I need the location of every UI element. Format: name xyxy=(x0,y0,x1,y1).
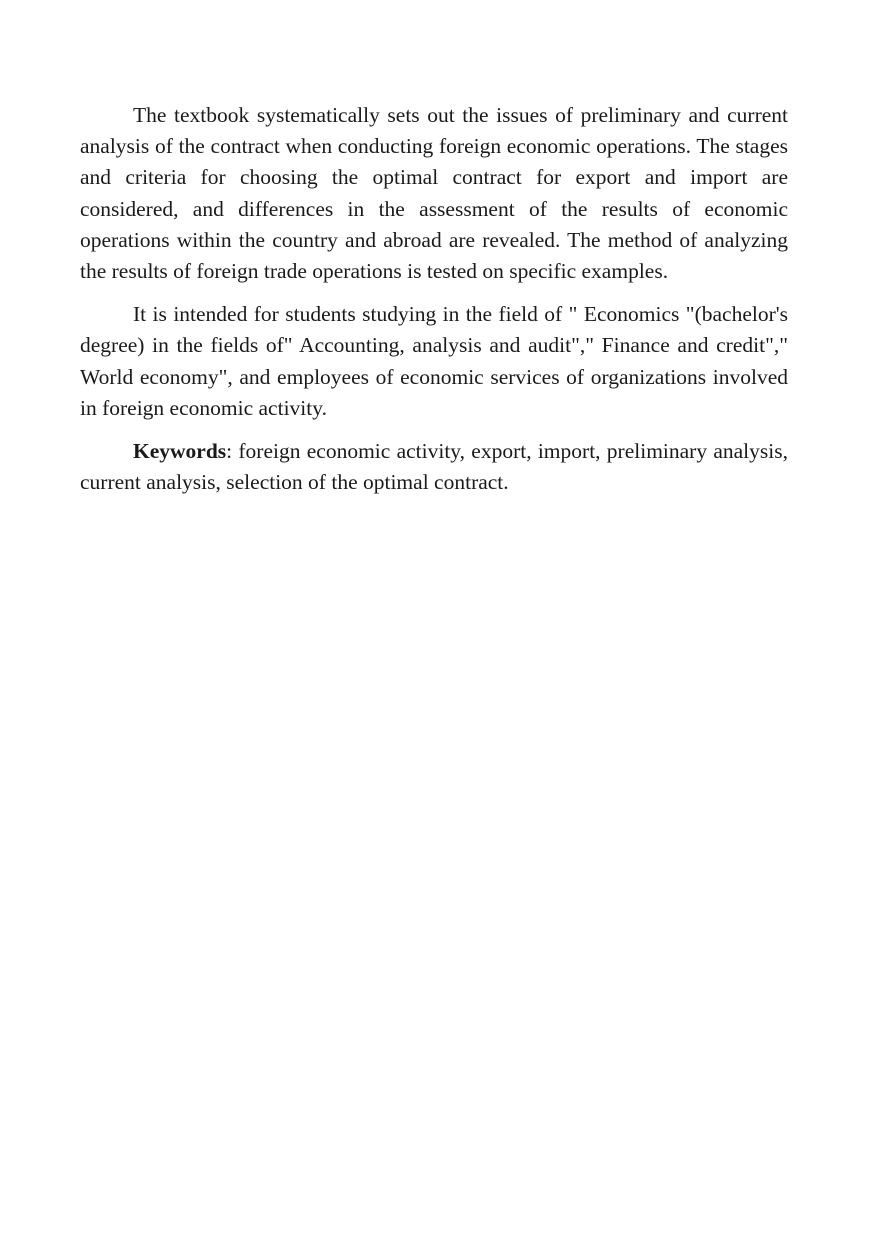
keywords-paragraph xyxy=(80,436,788,498)
abstract-paragraph-2: It is intended for students studying in the field of " Economics "(bachelor's degree) in the fields of" Accounting, analysis and audit"," Finance and credit"," World economy", and employees of economic services of organizations involved in foreign economic activity. xyxy=(80,302,788,420)
keywords-list: : foreign economic activity, export, import, preliminary analysis, current analysis, selection of the optimal contract. xyxy=(80,439,788,495)
abstract-text xyxy=(80,100,788,498)
abstract-paragraph-1: The textbook systematically sets out the issues of preliminary and current analysis of the contract when conducting foreign economic operations. The stages and criteria for choosing the optimal contract for export and import are considered, and differences in the assessment of the results of economic operations within the country and abroad are revealed. The method of analyzing the results of foreign trade operations is tested on specific examples. xyxy=(80,103,788,284)
keywords-label: Keywords xyxy=(133,439,227,464)
